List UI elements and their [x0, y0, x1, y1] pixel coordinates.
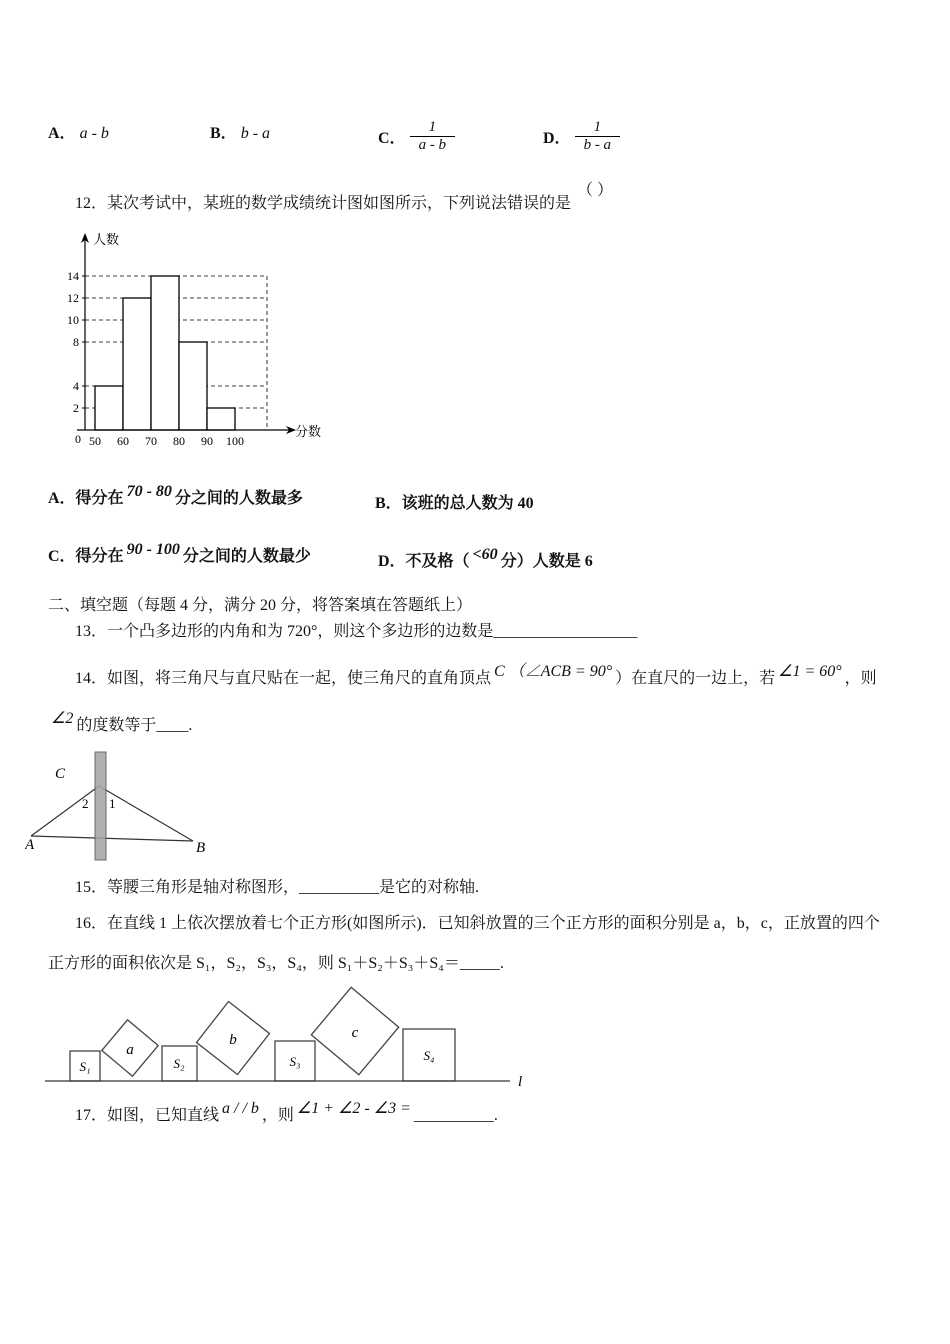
q14-stem-line2 — [48, 710, 193, 738]
q12-option-d-prefix: D．不及格（ — [378, 553, 470, 570]
triangle-hypotenuse — [99, 786, 193, 841]
y-tick-label: 4 — [73, 379, 79, 393]
q17-end: . — [493, 1107, 498, 1124]
y-tick-label: 8 — [73, 335, 79, 349]
q14-part1: 14．如图，将三角尺与直尺贴在一起，使三角尺的直角顶点 — [75, 670, 492, 687]
histogram-svg — [55, 230, 325, 465]
option-a-letter: A． — [48, 125, 76, 142]
q16-stem-line2: 正方形的面积依次是 S₁，S₂，S₃，S₄，则 S₁＋S₂＋S₃＋S₄＝_____. — [48, 955, 504, 972]
triangle-base — [31, 836, 193, 841]
q12-option-b-text: B．该班的总人数为 40 — [375, 495, 534, 512]
label-S3: S₃ — [289, 1054, 301, 1069]
q14-math1: C （∠ACB = 90° — [494, 663, 613, 680]
label-angle-2: 2 — [82, 796, 89, 811]
y-tick-label: 14 — [67, 269, 79, 283]
fraction-denominator: b - a — [575, 136, 621, 154]
q14-part3: ，则 — [844, 670, 877, 687]
label-A: A — [25, 837, 35, 853]
label-B: B — [196, 840, 206, 856]
q14-part2: ）在直尺的一边上，若 — [615, 670, 776, 687]
label-angle-1: 1 — [109, 796, 116, 811]
ruler — [95, 752, 106, 860]
label-S4: S₄ — [423, 1048, 435, 1063]
bar — [123, 298, 151, 430]
q16-stem-line1: 16．在直线 1 上依次摆放着七个正方形(如图所示)．已知斜放置的三个正方形的面积分别是 a，b，c，正放置的四个 — [75, 915, 880, 932]
triangle-ruler-figure — [25, 748, 260, 874]
option-b-letter: B． — [210, 125, 237, 142]
x-tick-label: 100 — [226, 434, 244, 448]
q12-option-c-suffix: 分之间的人数最少 — [182, 548, 311, 565]
triangle-ruler-svg — [25, 748, 260, 866]
q12-option-a — [48, 483, 303, 511]
q11-option-d — [543, 119, 620, 158]
section2-header: 二、填空题（每题 4 分，满分 20 分，将答案填在答题纸上） — [48, 597, 473, 614]
fraction-numerator: 1 — [428, 119, 437, 135]
option-b-value: b - a — [240, 125, 271, 142]
q17-part2: ，则 — [261, 1107, 294, 1124]
q14-math2: ∠1 = 60° — [778, 663, 842, 680]
q12-stem-text: 12．某次考试中，某班的数学成绩统计图如图所示，下列说法错误的是 — [75, 195, 572, 212]
label-S2: S₂ — [173, 1056, 185, 1071]
q11-option-a — [48, 122, 109, 146]
q12-option-a-suffix: 分之间的人数最多 — [174, 490, 303, 507]
q12-option-c-math: 90 - 100 — [126, 541, 180, 558]
q12-option-d-math: <60 — [472, 546, 498, 563]
q17-part1: 17．如图，已知直线 — [75, 1107, 220, 1124]
q17-math1: a / / b — [222, 1100, 259, 1117]
label-c: c — [351, 1025, 359, 1041]
q17-blank: __________ — [413, 1107, 494, 1124]
fraction — [410, 119, 456, 155]
y-tick-label: 10 — [67, 313, 79, 327]
option-d-letter: D． — [543, 130, 571, 148]
q12-option-c-prefix: C．得分在 — [48, 548, 124, 565]
x-tick-label: 80 — [173, 434, 185, 448]
q14-line2-text: 的度数等于____. — [76, 717, 193, 734]
x-tick-label: 90 — [201, 434, 213, 448]
seven-squares-svg — [45, 978, 545, 1096]
label-line-l: l — [518, 1074, 523, 1090]
fraction-numerator: 1 — [593, 119, 602, 135]
x-tick-label: 70 — [145, 434, 157, 448]
q14-angle2-math: ∠2 — [51, 710, 74, 727]
q11-option-b — [210, 122, 270, 146]
fraction — [575, 119, 621, 155]
bar — [95, 386, 123, 430]
q12-option-d — [378, 546, 593, 574]
q17-math2: ∠1 + ∠2 - ∠3 = — [296, 1100, 411, 1117]
x-tick-label: 60 — [117, 434, 129, 448]
bar — [207, 408, 235, 430]
q14-stem-line1 — [75, 663, 877, 691]
triangle-left-side — [31, 786, 99, 836]
label-b: b — [229, 1032, 237, 1048]
answer-bracket: （ ） — [577, 182, 614, 199]
label-a: a — [126, 1042, 134, 1058]
x-axis-title: 分数 — [295, 424, 322, 439]
score-histogram-figure — [55, 230, 325, 473]
bar — [179, 342, 207, 430]
q11-option-c — [378, 119, 455, 158]
option-c-letter: C． — [378, 130, 406, 148]
fraction-denominator: a - b — [410, 136, 456, 154]
y-axis-title: 人数 — [93, 232, 120, 247]
q12-stem — [75, 182, 614, 216]
q13-stem: 13．一个凸多边形的内角和为 720°，则这个多边形的边数是__________________ — [75, 623, 638, 640]
q12-option-c — [48, 541, 311, 569]
x-tick-label: 50 — [89, 434, 101, 448]
y-tick-label: 2 — [73, 401, 79, 415]
y-tick-label: 12 — [67, 291, 79, 305]
q15-stem: 15．等腰三角形是轴对称图形，__________是它的对称轴. — [75, 879, 480, 896]
label-S1: S₁ — [79, 1059, 91, 1074]
q12-option-b — [375, 492, 534, 516]
seven-squares-figure — [45, 978, 545, 1104]
origin-label: 0 — [75, 432, 81, 446]
q17-stem — [75, 1100, 498, 1128]
label-C: C — [55, 766, 66, 782]
q12-option-a-math: 70 - 80 — [126, 483, 172, 500]
bar — [151, 276, 179, 430]
q12-option-d-suffix: 分）人数是 6 — [500, 553, 593, 570]
option-a-value: a - b — [79, 125, 109, 142]
q12-option-a-prefix: A．得分在 — [48, 490, 124, 507]
